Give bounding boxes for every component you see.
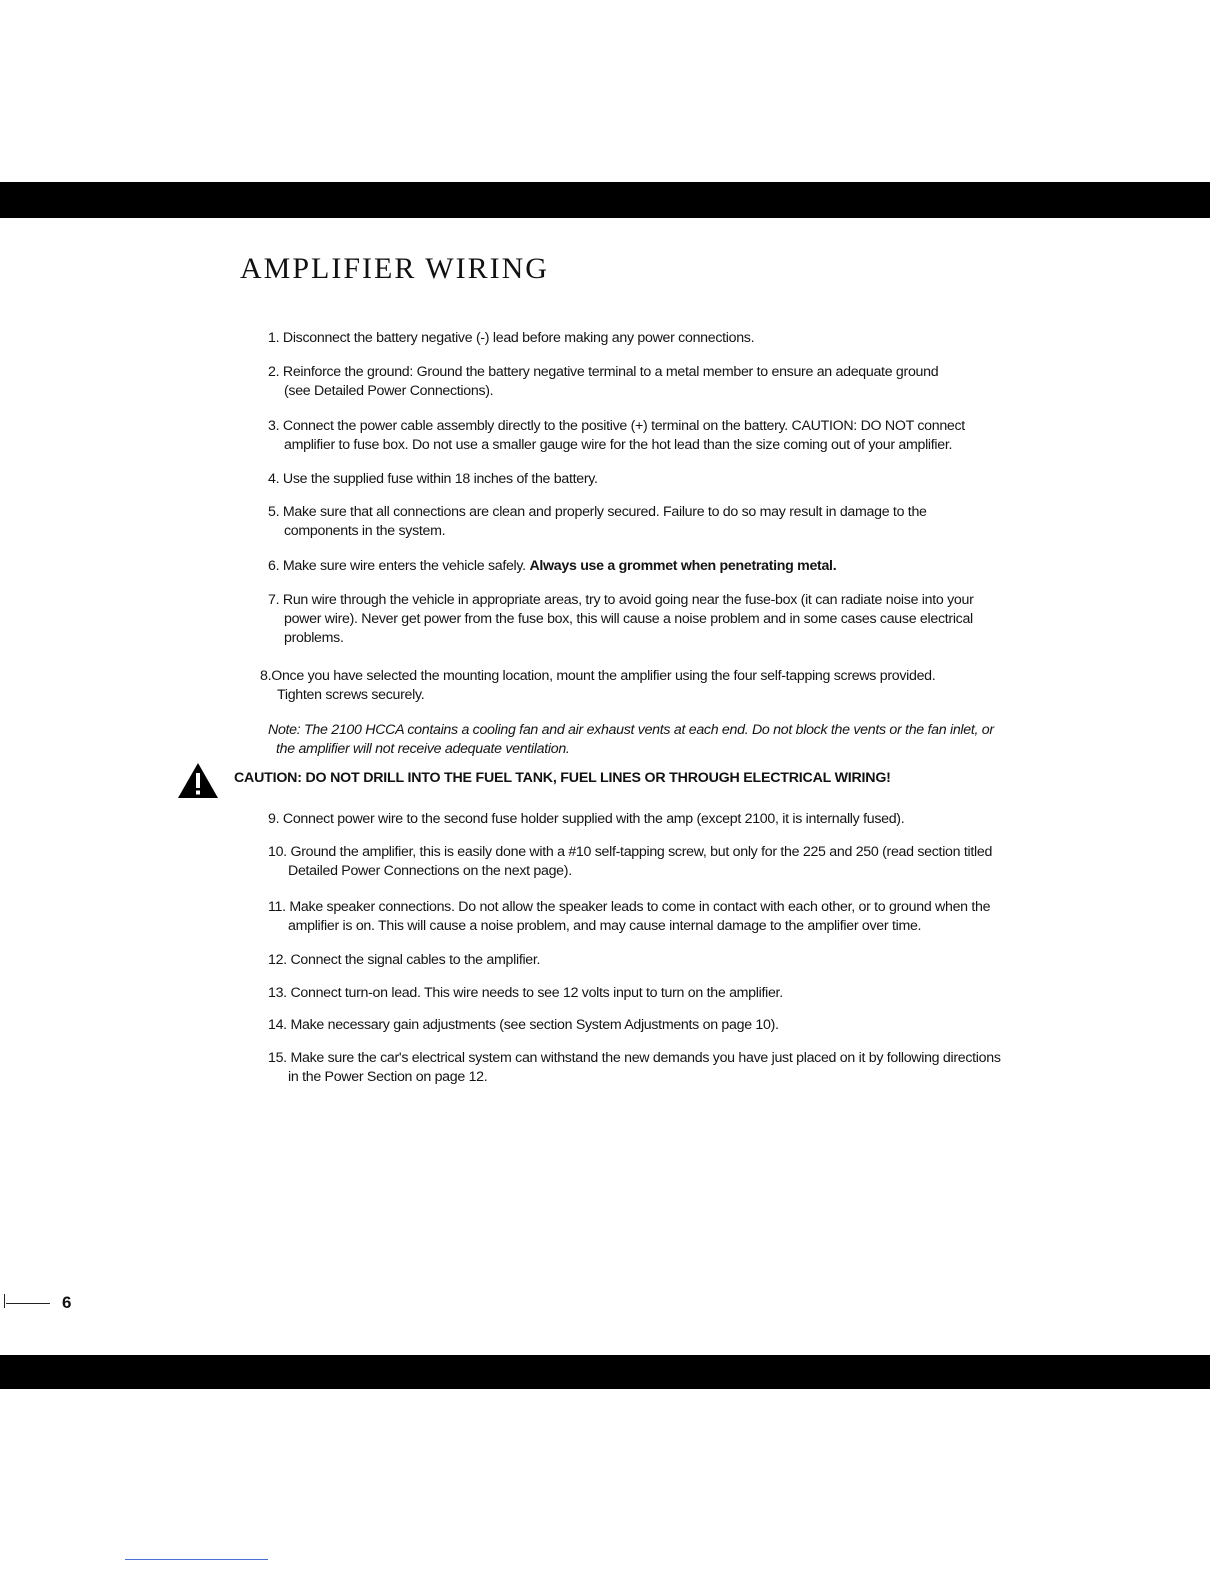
step-7-line1: 7. Run wire through the vehicle in appropriate areas, try to avoid going near the fuse-box (it can radiate noise into your [268,592,974,608]
footer-underline [125,1559,268,1560]
step-7-line3: problems. [284,630,344,646]
step-2-line2: (see Detailed Power Connections). [284,383,494,399]
step-3-line2: amplifier to fuse box. Do not use a smaller gauge wire for the hot lead than the size coming out of your amplifier. [284,437,953,453]
step-6 [268,557,836,576]
warning-triangle-icon [177,762,219,799]
top-black-bar [0,182,1210,218]
note-line1: Note: The 2100 HCCA contains a cooling fan and air exhaust vents at each end. Do not block the vents or the fan inlet, or [268,722,994,738]
step-8-line2: Tighten screws securely. [277,687,425,703]
step-7 [268,591,974,648]
step-2-line1: 2. Reinforce the ground: Ground the battery negative terminal to a metal member to ensure an adequate ground [268,364,939,380]
step-5-line1: 5. Make sure that all connections are clean and properly secured. Failure to do so may result in damage to the [268,504,927,520]
step-6-text: 6. Make sure wire enters the vehicle safely. [268,558,530,574]
step-2 [268,363,938,401]
page-number: 6 [62,1293,72,1312]
step-15-line1: 15. Make sure the car's electrical system can withstand the new demands you have just placed on it by following directions [268,1050,1001,1066]
note [268,721,994,759]
page-number-rule [6,1303,50,1304]
step-1 [268,329,754,348]
step-10-line2: Detailed Power Connections on the next page). [288,863,572,879]
note-line2: the amplifier will not receive adequate ventilation. [276,741,570,757]
step-9 [268,810,904,829]
step-4 [268,470,598,489]
step-12-text: 12. Connect the signal cables to the amplifier. [268,952,541,968]
step-5 [268,503,927,541]
step-3-line1: 3. Connect the power cable assembly directly to the positive (+) terminal on the battery. CAUTION: DO NOT connect [268,418,965,434]
step-10-line1: 10. Ground the amplifier, this is easily done with a #10 self-tapping screw, but only for the 225 and 250 (read section titled [268,844,993,860]
step-4-text: 4. Use the supplied fuse within 18 inches of the battery. [268,471,598,487]
step-12 [268,951,540,970]
step-14 [268,1016,779,1035]
step-9-text: 9. Connect power wire to the second fuse holder supplied with the amp (except 2100, it is internally fused). [268,811,905,827]
bottom-black-bar [0,1355,1210,1389]
page-marker-tick [4,1294,5,1308]
step-5-line2: components in the system. [284,523,446,539]
step-8 [260,667,935,705]
step-15-line2: in the Power Section on page 12. [288,1069,488,1085]
page-title: AMPLIFIER WIRING [240,252,549,285]
step-14-text: 14. Make necessary gain adjustments (see section System Adjustments on page 10). [268,1017,779,1033]
step-15 [268,1049,1001,1087]
step-6-emphasis: Always use a grommet when penetrating metal. [529,558,837,574]
caution-heading: CAUTION: DO NOT DRILL INTO THE FUEL TANK, FUEL LINES OR THROUGH ELECTRICAL WIRING! [234,770,891,786]
step-8-line1: 8.Once you have selected the mounting location, mount the amplifier using the four self-tapping screws provided. [260,668,936,684]
step-1-text: 1. Disconnect the battery negative (-) lead before making any power connections. [268,330,755,346]
step-3 [268,417,965,455]
step-13 [268,984,783,1003]
step-13-text: 13. Connect turn-on lead. This wire needs to see 12 volts input to turn on the amplifier. [268,985,783,1001]
step-11 [268,898,990,936]
step-10 [268,843,992,881]
step-11-line1: 11. Make speaker connections. Do not allow the speaker leads to come in contact with each other, or to ground when the [268,899,991,915]
step-11-line2: amplifier is on. This will cause a noise problem, and may cause internal damage to the amplifier over time. [288,918,922,934]
step-7-line2: power wire). Never get power from the fuse box, this will cause a noise problem and in some cases cause electrical [284,611,973,627]
